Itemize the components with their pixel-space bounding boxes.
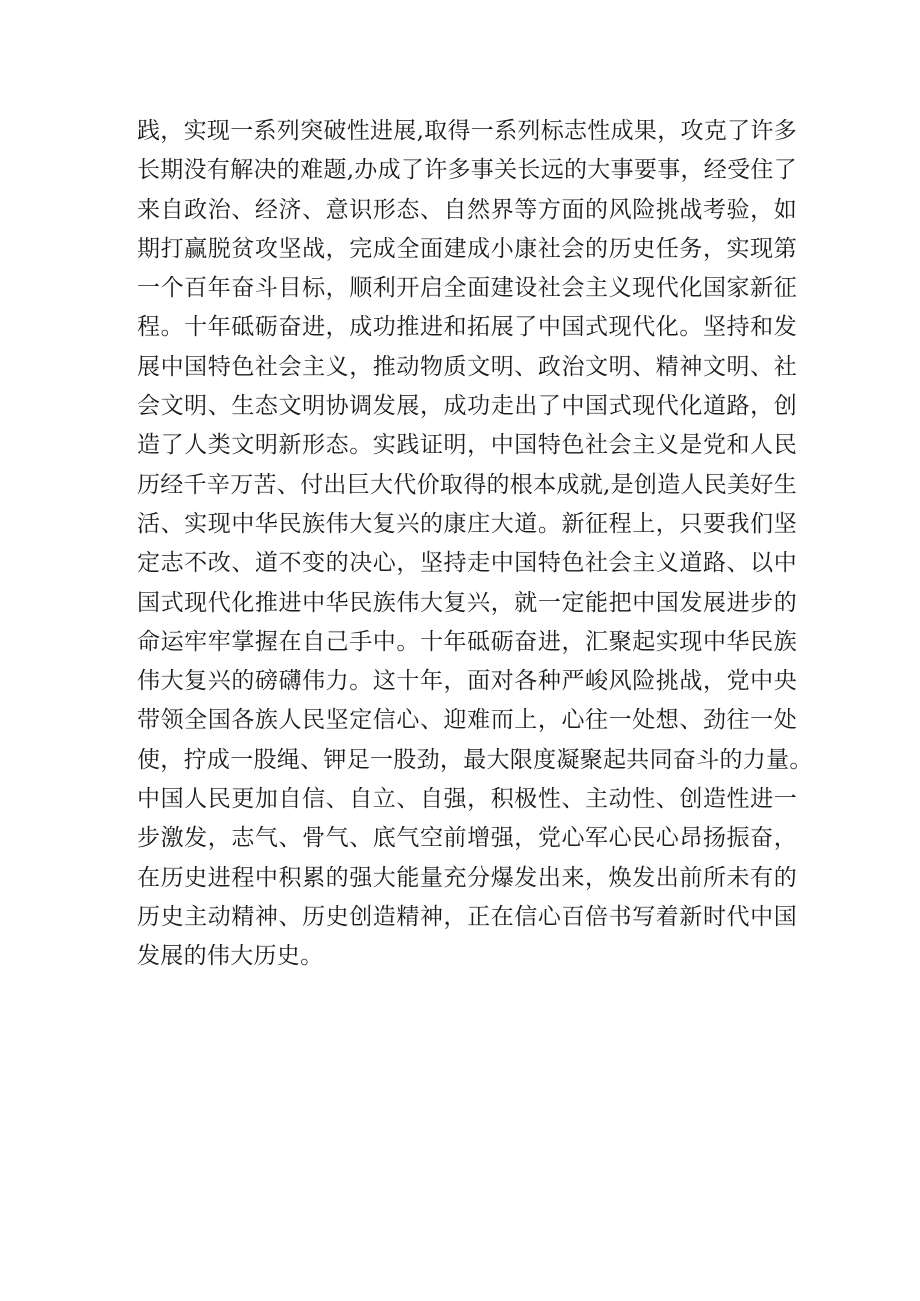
text-line-last: 发展的伟大历史。: [137, 943, 324, 970]
text-line: 使，拧成一股绳、钾足一股劲，最大限度凝聚起共同奋斗的力量。: [137, 746, 813, 773]
text-line: 定志不改、道不变的决心，坚持走中国特色社会主义道路、以中: [137, 550, 797, 577]
text-line: 造了人类文明新形态。实践证明，中国特色社会主义是党和人民: [137, 432, 797, 459]
text-line: 伟大复兴的磅礴伟力。这十年，面对各种严峻风险挑战，党中央: [137, 668, 797, 695]
text-line: 一个百年奋斗目标，顺利开启全面建设社会主义现代化国家新征: [137, 275, 797, 302]
text-line: 展中国特色社会主义，推动物质文明、政治文明、精神文明、社: [137, 353, 797, 380]
text-line: 长期没有解决的难题,办成了许多事关长远的大事要事，经受住了: [137, 157, 798, 184]
text-line: 在历史进程中积累的强大能量充分爆发出来，焕发出前所未有的: [137, 864, 797, 891]
text-line: 程。十年砥砺奋进，成功推进和拓展了中国式现代化。坚持和发: [137, 314, 797, 341]
text-line: 命运牢牢掌握在自己手中。十年砥砺奋进，汇聚起实现中华民族: [137, 628, 797, 655]
text-line: 来自政治、经济、意识形态、自然界等方面的风险挑战考验，如: [137, 196, 797, 223]
text-line: 会文明、生态文明协调发展，成功走出了中国式现代化道路，创: [137, 393, 797, 420]
text-line: 带领全国各族人民坚定信心、迎难而上，心往一处想、劲往一处: [137, 707, 797, 734]
text-line: 中国人民更加自信、自立、自强，积极性、主动性、创造性进一: [137, 786, 797, 813]
text-line: 践，实现一系列突破性进展,取得一系列标志性成果，攻克了许多: [137, 118, 798, 144]
text-line: 期打赢脱贫攻坚战，完成全面建成小康社会的历史任务，实现第: [137, 235, 797, 262]
text-line: 历经千辛万苦、付出巨大代价取得的根本成就,是创造人民美好生: [137, 471, 798, 498]
text-line: 活、实现中华民族伟大复兴的康庄大道。新征程上，只要我们坚: [137, 510, 797, 537]
body-paragraph: [137, 112, 813, 977]
text-line: 国式现代化推进中华民族伟大复兴，就一定能把中国发展进步的: [137, 589, 797, 616]
text-line: 步激发，志气、骨气、底气空前增强，党心军心民心昂扬振奋，: [137, 825, 797, 852]
text-line: 历史主动精神、历史创造精神，正在信心百倍书写着新时代中国: [137, 903, 797, 930]
